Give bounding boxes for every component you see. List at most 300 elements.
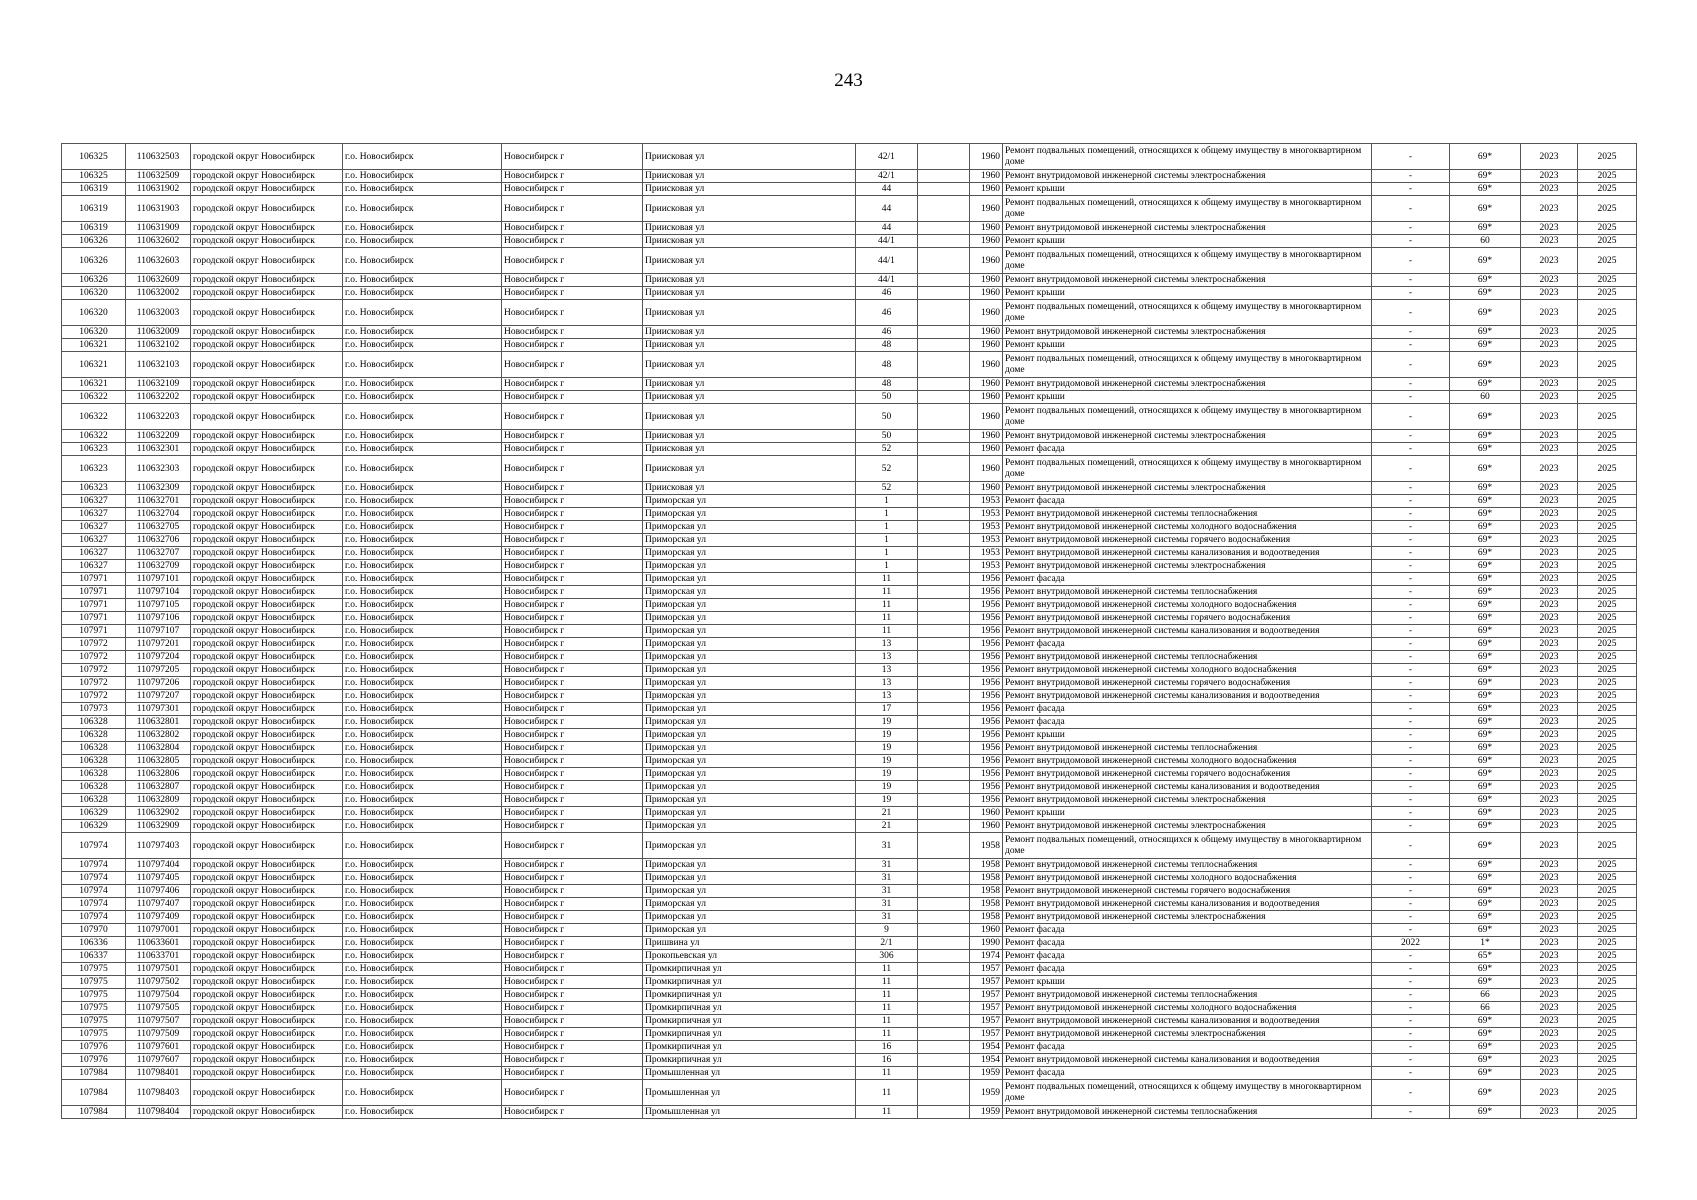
plan-start-cell: 2023 (1521, 989, 1578, 1002)
work-type-cell: Ремонт крыши (1003, 287, 1372, 300)
last-repair-cell: - (1372, 378, 1450, 391)
wear-cell: 69* (1450, 287, 1521, 300)
year-built-cell: 1958 (970, 898, 1003, 911)
year-built-cell: 1958 (970, 833, 1003, 859)
work-id-cell: 110797601 (126, 1041, 191, 1054)
work-id-cell: 110797404 (126, 859, 191, 872)
settlement-cell: г.о. Новосибирск (343, 1028, 502, 1041)
house-number-cell: 19 (856, 755, 918, 768)
work-id-cell: 110798401 (126, 1067, 191, 1080)
year-built-cell: 1956 (970, 703, 1003, 716)
district-cell: городской округ Новосибирск (191, 1041, 343, 1054)
building-cell (918, 651, 970, 664)
work-id-cell: 110632705 (126, 521, 191, 534)
last-repair-cell: - (1372, 768, 1450, 781)
district-cell: городской округ Новосибирск (191, 807, 343, 820)
last-repair-cell: - (1372, 456, 1450, 482)
house-id-cell: 106325 (62, 170, 126, 183)
city-cell: Новосибирск г (502, 612, 643, 625)
wear-cell: 69* (1450, 859, 1521, 872)
house-number-cell: 31 (856, 885, 918, 898)
work-type-cell: Ремонт внутридомовой инженерной системы теплоснабжения (1003, 989, 1372, 1002)
last-repair-cell: - (1372, 534, 1450, 547)
plan-end-cell: 2025 (1578, 625, 1637, 638)
last-repair-cell: - (1372, 404, 1450, 430)
district-cell: городской округ Новосибирск (191, 235, 343, 248)
house-number-cell: 13 (856, 664, 918, 677)
wear-cell: 69* (1450, 677, 1521, 690)
building-cell (918, 170, 970, 183)
city-cell: Новосибирск г (502, 573, 643, 586)
work-type-cell: Ремонт крыши (1003, 235, 1372, 248)
work-id-cell: 110632709 (126, 560, 191, 573)
settlement-cell: г.о. Новосибирск (343, 586, 502, 599)
house-number-cell: 44 (856, 183, 918, 196)
plan-start-cell: 2023 (1521, 248, 1578, 274)
plan-end-cell: 2025 (1578, 1002, 1637, 1015)
house-id-cell: 106327 (62, 547, 126, 560)
work-type-cell: Ремонт внутридомовой инженерной системы канализования и водоотведения (1003, 547, 1372, 560)
work-id-cell: 110797001 (126, 924, 191, 937)
work-id-cell: 110632801 (126, 716, 191, 729)
building-cell (918, 1015, 970, 1028)
year-built-cell: 1957 (970, 976, 1003, 989)
table-row (62, 911, 1637, 924)
work-id-cell: 110632807 (126, 781, 191, 794)
table-row (62, 404, 1637, 430)
plan-end-cell: 2025 (1578, 924, 1637, 937)
house-id-cell: 106323 (62, 482, 126, 495)
house-id-cell: 106328 (62, 755, 126, 768)
house-number-cell: 11 (856, 976, 918, 989)
plan-end-cell: 2025 (1578, 404, 1637, 430)
last-repair-cell: - (1372, 352, 1450, 378)
plan-start-cell: 2023 (1521, 391, 1578, 404)
street-cell: Приморская ул (643, 508, 856, 521)
settlement-cell: г.о. Новосибирск (343, 833, 502, 859)
building-cell (918, 248, 970, 274)
street-cell: Приморская ул (643, 664, 856, 677)
wear-cell: 69* (1450, 1015, 1521, 1028)
street-cell: Приморская ул (643, 599, 856, 612)
table-row (62, 716, 1637, 729)
street-cell: Промышленная ул (643, 1080, 856, 1106)
work-id-cell: 110797106 (126, 612, 191, 625)
house-number-cell: 19 (856, 794, 918, 807)
table-row (62, 950, 1637, 963)
street-cell: Приморская ул (643, 716, 856, 729)
city-cell: Новосибирск г (502, 664, 643, 677)
table-row (62, 664, 1637, 677)
house-number-cell: 48 (856, 339, 918, 352)
house-number-cell: 46 (856, 300, 918, 326)
settlement-cell: г.о. Новосибирск (343, 989, 502, 1002)
year-built-cell: 1956 (970, 612, 1003, 625)
street-cell: Промкирпичная ул (643, 1015, 856, 1028)
house-number-cell: 1 (856, 521, 918, 534)
plan-start-cell: 2023 (1521, 586, 1578, 599)
street-cell: Приисковая ул (643, 378, 856, 391)
plan-start-cell: 2023 (1521, 521, 1578, 534)
building-cell (918, 833, 970, 859)
house-id-cell: 107971 (62, 612, 126, 625)
last-repair-cell: - (1372, 612, 1450, 625)
house-number-cell: 19 (856, 768, 918, 781)
year-built-cell: 1960 (970, 326, 1003, 339)
street-cell: Промкирпичная ул (643, 1002, 856, 1015)
house-number-cell: 11 (856, 573, 918, 586)
city-cell: Новосибирск г (502, 326, 643, 339)
table-row (62, 807, 1637, 820)
plan-start-cell: 2023 (1521, 599, 1578, 612)
house-id-cell: 107971 (62, 625, 126, 638)
city-cell: Новосибирск г (502, 1080, 643, 1106)
city-cell: Новосибирск г (502, 859, 643, 872)
street-cell: Приморская ул (643, 794, 856, 807)
plan-start-cell: 2023 (1521, 768, 1578, 781)
wear-cell: 69* (1450, 794, 1521, 807)
plan-start-cell: 2023 (1521, 573, 1578, 586)
last-repair-cell: - (1372, 1028, 1450, 1041)
work-type-cell: Ремонт внутридомовой инженерной системы электроснабжения (1003, 482, 1372, 495)
wear-cell: 69* (1450, 482, 1521, 495)
work-type-cell: Ремонт фасада (1003, 443, 1372, 456)
house-id-cell: 106320 (62, 300, 126, 326)
year-built-cell: 1956 (970, 794, 1003, 807)
house-number-cell: 11 (856, 599, 918, 612)
wear-cell: 60 (1450, 391, 1521, 404)
last-repair-cell: - (1372, 274, 1450, 287)
house-id-cell: 106328 (62, 729, 126, 742)
work-id-cell: 110632902 (126, 807, 191, 820)
house-number-cell: 11 (856, 1002, 918, 1015)
plan-start-cell: 2023 (1521, 976, 1578, 989)
table-row (62, 781, 1637, 794)
plan-end-cell: 2025 (1578, 716, 1637, 729)
year-built-cell: 1956 (970, 651, 1003, 664)
plan-start-cell: 2023 (1521, 560, 1578, 573)
work-type-cell: Ремонт подвальных помещений, относящихся к общему имуществу в многоквартирном доме (1003, 144, 1372, 170)
district-cell: городской округ Новосибирск (191, 196, 343, 222)
last-repair-cell: - (1372, 1041, 1450, 1054)
house-number-cell: 11 (856, 989, 918, 1002)
plan-start-cell: 2023 (1521, 495, 1578, 508)
district-cell: городской округ Новосибирск (191, 1080, 343, 1106)
wear-cell: 69* (1450, 755, 1521, 768)
plan-start-cell: 2023 (1521, 937, 1578, 950)
district-cell: городской округ Новосибирск (191, 144, 343, 170)
last-repair-cell: - (1372, 781, 1450, 794)
house-number-cell: 1 (856, 508, 918, 521)
settlement-cell: г.о. Новосибирск (343, 170, 502, 183)
wear-cell: 69* (1450, 456, 1521, 482)
street-cell: Приморская ул (643, 612, 856, 625)
city-cell: Новосибирск г (502, 755, 643, 768)
wear-cell: 69* (1450, 326, 1521, 339)
plan-end-cell: 2025 (1578, 287, 1637, 300)
plan-start-cell: 2023 (1521, 755, 1578, 768)
plan-start-cell: 2023 (1521, 1080, 1578, 1106)
work-id-cell: 110798403 (126, 1080, 191, 1106)
work-type-cell: Ремонт подвальных помещений, относящихся к общему имуществу в многоквартирном доме (1003, 404, 1372, 430)
house-number-cell: 19 (856, 716, 918, 729)
settlement-cell: г.о. Новосибирск (343, 508, 502, 521)
plan-end-cell: 2025 (1578, 326, 1637, 339)
district-cell: городской округ Новосибирск (191, 781, 343, 794)
city-cell: Новосибирск г (502, 1002, 643, 1015)
street-cell: Приморская ул (643, 755, 856, 768)
district-cell: городской округ Новосибирск (191, 599, 343, 612)
year-built-cell: 1960 (970, 456, 1003, 482)
street-cell: Приморская ул (643, 859, 856, 872)
last-repair-cell: - (1372, 807, 1450, 820)
city-cell: Новосибирск г (502, 963, 643, 976)
table-row (62, 144, 1637, 170)
work-type-cell: Ремонт фасада (1003, 963, 1372, 976)
plan-end-cell: 2025 (1578, 274, 1637, 287)
building-cell (918, 521, 970, 534)
house-id-cell: 107975 (62, 989, 126, 1002)
house-id-cell: 106329 (62, 807, 126, 820)
district-cell: городской округ Новосибирск (191, 989, 343, 1002)
plan-end-cell: 2025 (1578, 872, 1637, 885)
year-built-cell: 1953 (970, 508, 1003, 521)
city-cell: Новосибирск г (502, 274, 643, 287)
last-repair-cell: - (1372, 664, 1450, 677)
building-cell (918, 599, 970, 612)
city-cell: Новосибирск г (502, 911, 643, 924)
last-repair-cell: - (1372, 872, 1450, 885)
work-type-cell: Ремонт внутридомовой инженерной системы теплоснабжения (1003, 508, 1372, 521)
plan-start-cell: 2023 (1521, 144, 1578, 170)
district-cell: городской округ Новосибирск (191, 222, 343, 235)
work-id-cell: 110797101 (126, 573, 191, 586)
street-cell: Приморская ул (643, 521, 856, 534)
work-id-cell: 110632509 (126, 170, 191, 183)
wear-cell: 69* (1450, 1041, 1521, 1054)
wear-cell: 69* (1450, 352, 1521, 378)
work-id-cell: 110632209 (126, 430, 191, 443)
district-cell: городской округ Новосибирск (191, 326, 343, 339)
last-repair-cell: - (1372, 742, 1450, 755)
year-built-cell: 1953 (970, 521, 1003, 534)
table-row (62, 430, 1637, 443)
house-number-cell: 1 (856, 534, 918, 547)
house-id-cell: 106325 (62, 144, 126, 170)
year-built-cell: 1953 (970, 560, 1003, 573)
last-repair-cell: - (1372, 1106, 1450, 1119)
house-id-cell: 107984 (62, 1106, 126, 1119)
district-cell: городской округ Новосибирск (191, 664, 343, 677)
last-repair-cell: - (1372, 1015, 1450, 1028)
city-cell: Новосибирск г (502, 1106, 643, 1119)
table-row (62, 443, 1637, 456)
wear-cell: 69* (1450, 560, 1521, 573)
plan-end-cell: 2025 (1578, 1080, 1637, 1106)
district-cell: городской округ Новосибирск (191, 183, 343, 196)
table-row (62, 638, 1637, 651)
house-id-cell: 107971 (62, 573, 126, 586)
house-number-cell: 11 (856, 1015, 918, 1028)
settlement-cell: г.о. Новосибирск (343, 248, 502, 274)
house-id-cell: 107974 (62, 885, 126, 898)
table-row (62, 300, 1637, 326)
table-row (62, 326, 1637, 339)
district-cell: городской округ Новосибирск (191, 495, 343, 508)
plan-start-cell: 2023 (1521, 1054, 1578, 1067)
work-type-cell: Ремонт фасада (1003, 937, 1372, 950)
settlement-cell: г.о. Новосибирск (343, 339, 502, 352)
house-number-cell: 11 (856, 586, 918, 599)
building-cell (918, 1054, 970, 1067)
year-built-cell: 1960 (970, 235, 1003, 248)
plan-start-cell: 2023 (1521, 1041, 1578, 1054)
last-repair-cell: - (1372, 521, 1450, 534)
settlement-cell: г.о. Новосибирск (343, 456, 502, 482)
street-cell: Промышленная ул (643, 1067, 856, 1080)
work-type-cell: Ремонт внутридомовой инженерной системы теплоснабжения (1003, 586, 1372, 599)
table-row (62, 820, 1637, 833)
plan-start-cell: 2023 (1521, 638, 1578, 651)
plan-start-cell: 2023 (1521, 456, 1578, 482)
wear-cell: 60 (1450, 235, 1521, 248)
house-id-cell: 106328 (62, 716, 126, 729)
work-id-cell: 110797207 (126, 690, 191, 703)
house-id-cell: 106322 (62, 430, 126, 443)
street-cell: Приморская ул (643, 638, 856, 651)
plan-start-cell: 2023 (1521, 274, 1578, 287)
house-number-cell: 21 (856, 807, 918, 820)
city-cell: Новосибирск г (502, 183, 643, 196)
work-type-cell: Ремонт внутридомовой инженерной системы электроснабжения (1003, 820, 1372, 833)
work-type-cell: Ремонт фасада (1003, 924, 1372, 937)
street-cell: Приисковая ул (643, 482, 856, 495)
work-id-cell: 110632805 (126, 755, 191, 768)
table-row (62, 1054, 1637, 1067)
house-number-cell: 44/1 (856, 235, 918, 248)
building-cell (918, 664, 970, 677)
work-type-cell: Ремонт внутридомовой инженерной системы теплоснабжения (1003, 742, 1372, 755)
settlement-cell: г.о. Новосибирск (343, 651, 502, 664)
district-cell: городской округ Новосибирск (191, 703, 343, 716)
last-repair-cell: - (1372, 300, 1450, 326)
plan-end-cell: 2025 (1578, 300, 1637, 326)
street-cell: Приморская ул (643, 573, 856, 586)
wear-cell: 66 (1450, 1002, 1521, 1015)
plan-start-cell: 2023 (1521, 690, 1578, 703)
settlement-cell: г.о. Новосибирск (343, 1054, 502, 1067)
house-number-cell: 44/1 (856, 248, 918, 274)
district-cell: городской округ Новосибирск (191, 690, 343, 703)
year-built-cell: 1960 (970, 430, 1003, 443)
house-number-cell: 21 (856, 820, 918, 833)
work-type-cell: Ремонт фасада (1003, 1041, 1372, 1054)
wear-cell: 69* (1450, 963, 1521, 976)
city-cell: Новосибирск г (502, 430, 643, 443)
work-id-cell: 110797205 (126, 664, 191, 677)
work-type-cell: Ремонт внутридомовой инженерной системы электроснабжения (1003, 378, 1372, 391)
settlement-cell: г.о. Новосибирск (343, 976, 502, 989)
street-cell: Приморская ул (643, 729, 856, 742)
house-id-cell: 107974 (62, 859, 126, 872)
district-cell: городской округ Новосибирск (191, 1106, 343, 1119)
year-built-cell: 1959 (970, 1080, 1003, 1106)
settlement-cell: г.о. Новосибирск (343, 950, 502, 963)
street-cell: Приисковая ул (643, 326, 856, 339)
house-number-cell: 44 (856, 222, 918, 235)
building-cell (918, 144, 970, 170)
district-cell: городской округ Новосибирск (191, 404, 343, 430)
plan-start-cell: 2023 (1521, 547, 1578, 560)
year-built-cell: 1960 (970, 404, 1003, 430)
district-cell: городской округ Новосибирск (191, 1067, 343, 1080)
city-cell: Новосибирск г (502, 1015, 643, 1028)
plan-end-cell: 2025 (1578, 183, 1637, 196)
city-cell: Новосибирск г (502, 703, 643, 716)
last-repair-cell: - (1372, 1080, 1450, 1106)
work-type-cell: Ремонт внутридомовой инженерной системы канализования и водоотведения (1003, 898, 1372, 911)
house-number-cell: 50 (856, 404, 918, 430)
work-type-cell: Ремонт крыши (1003, 339, 1372, 352)
district-cell: городской округ Новосибирск (191, 716, 343, 729)
plan-start-cell: 2023 (1521, 287, 1578, 300)
city-cell: Новосибирск г (502, 235, 643, 248)
plan-start-cell: 2023 (1521, 339, 1578, 352)
house-id-cell: 106328 (62, 794, 126, 807)
year-built-cell: 1956 (970, 599, 1003, 612)
city-cell: Новосибирск г (502, 872, 643, 885)
work-id-cell: 110632009 (126, 326, 191, 339)
work-id-cell: 110632701 (126, 495, 191, 508)
city-cell: Новосибирск г (502, 781, 643, 794)
building-cell (918, 495, 970, 508)
city-cell: Новосибирск г (502, 222, 643, 235)
house-id-cell: 107976 (62, 1041, 126, 1054)
table-row (62, 924, 1637, 937)
work-type-cell: Ремонт фасада (1003, 950, 1372, 963)
work-id-cell: 110797507 (126, 1015, 191, 1028)
work-type-cell: Ремонт подвальных помещений, относящихся к общему имуществу в многоквартирном доме (1003, 352, 1372, 378)
settlement-cell: г.о. Новосибирск (343, 495, 502, 508)
plan-start-cell: 2023 (1521, 235, 1578, 248)
street-cell: Приисковая ул (643, 287, 856, 300)
settlement-cell: г.о. Новосибирск (343, 443, 502, 456)
last-repair-cell: - (1372, 1054, 1450, 1067)
building-cell (918, 820, 970, 833)
year-built-cell: 1953 (970, 495, 1003, 508)
plan-end-cell: 2025 (1578, 859, 1637, 872)
city-cell: Новосибирск г (502, 391, 643, 404)
building-cell (918, 742, 970, 755)
building-cell (918, 1041, 970, 1054)
settlement-cell: г.о. Новосибирск (343, 196, 502, 222)
work-id-cell: 110632002 (126, 287, 191, 300)
year-built-cell: 1960 (970, 248, 1003, 274)
house-number-cell: 48 (856, 378, 918, 391)
table-row (62, 937, 1637, 950)
plan-start-cell: 2023 (1521, 378, 1578, 391)
wear-cell: 69* (1450, 638, 1521, 651)
last-repair-cell: - (1372, 495, 1450, 508)
table-row (62, 729, 1637, 742)
district-cell: городской округ Новосибирск (191, 820, 343, 833)
settlement-cell: г.о. Новосибирск (343, 742, 502, 755)
wear-cell: 69* (1450, 924, 1521, 937)
table-row (62, 495, 1637, 508)
wear-cell: 69* (1450, 170, 1521, 183)
settlement-cell: г.о. Новосибирск (343, 326, 502, 339)
work-id-cell: 110632603 (126, 248, 191, 274)
